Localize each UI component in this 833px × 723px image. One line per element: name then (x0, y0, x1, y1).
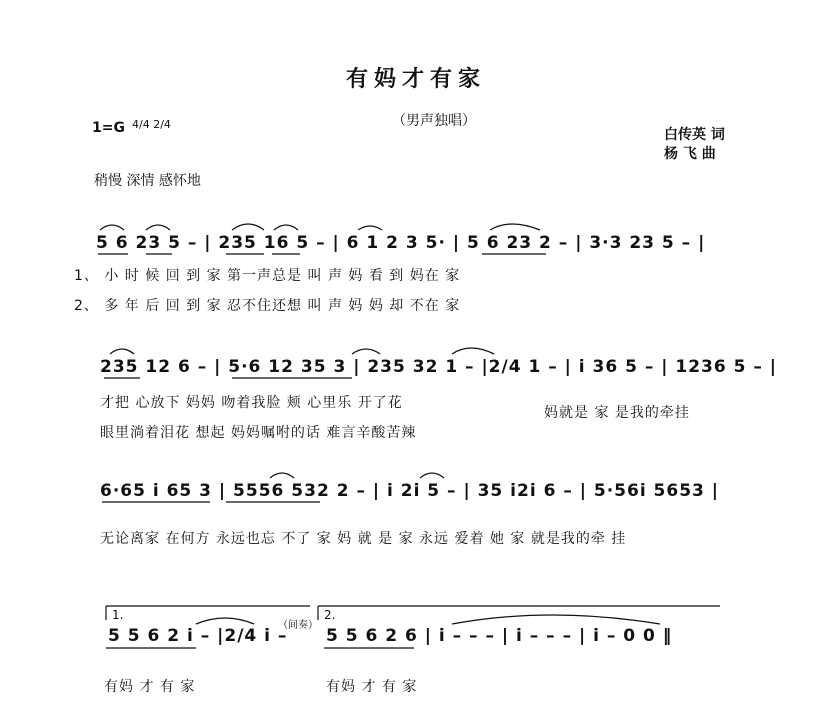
key-signature: 1=G (92, 120, 125, 136)
lyric-line-2-chorus: 妈就是 家 是我的牵挂 (544, 405, 690, 421)
lyric-line-3: 无论离家 在何方 永远也忘 不了 家 妈 就 是 家 永远 爱着 她 家 就是我的牵 挂 (100, 531, 627, 547)
interlude-mark: （间奏） (278, 620, 318, 631)
tempo-marking: 稍慢 深情 感怀地 (94, 173, 201, 189)
lyric-line-2-verse1: 才把 心放下 妈妈 吻着我脸 颊 心里乐 开了花 (100, 395, 403, 411)
score-line-4-ending1: 5 5 6 2 i – |2/4 i – (108, 626, 288, 646)
song-subtitle: （男声独唱） (392, 113, 476, 129)
ending-1-label: 1. (112, 608, 124, 622)
score-line-3: 6·65 i 65 3 | 5556 532 2 – | i 2i 5 – | 35 i2i 6 – | 5·56i 5653 | (100, 481, 720, 501)
lyric-line-4-ending1: 有妈 才 有 家 (104, 679, 196, 695)
time-signature: 4/4 2/4 (132, 118, 171, 131)
lyric-line-2-verse2: 眼里淌着泪花 想起 妈妈嘱咐的话 难言辛酸苦辣 (100, 425, 417, 441)
score-line-2: 235 12 6 – | 5·6 12 35 3 | 235 32 1 – |2/4 1 – | i 36 5 – | 1236 5 – | (100, 357, 777, 377)
lyric-line-1-verse1: 1、 小 时 候 回 到 家 第一声总是 叫 声 妈 看 到 妈在 家 (74, 268, 461, 284)
ending-2-label: 2. (324, 608, 336, 622)
score-line-1: 5 6 23 5 – | 235 16 5 – | 6 1 2 3 5· | 5 6 23 2 – | 3·3 23 5 – | (96, 233, 706, 253)
song-title: 有妈才有家 (346, 67, 487, 92)
lyric-line-4-ending2: 有妈 才 有 家 (326, 679, 418, 695)
lyric-line-1-verse2: 2、 多 年 后 回 到 家 忍不住还想 叫 声 妈 妈 却 不在 家 (74, 298, 461, 314)
composer-credit: 杨 飞 曲 (664, 146, 716, 162)
lyricist-credit: 白传英 词 (664, 127, 725, 143)
score-line-4-ending2: 5 5 6 2 6 | i – – – | i – – – | i – 0 0 ‖ (326, 626, 673, 646)
